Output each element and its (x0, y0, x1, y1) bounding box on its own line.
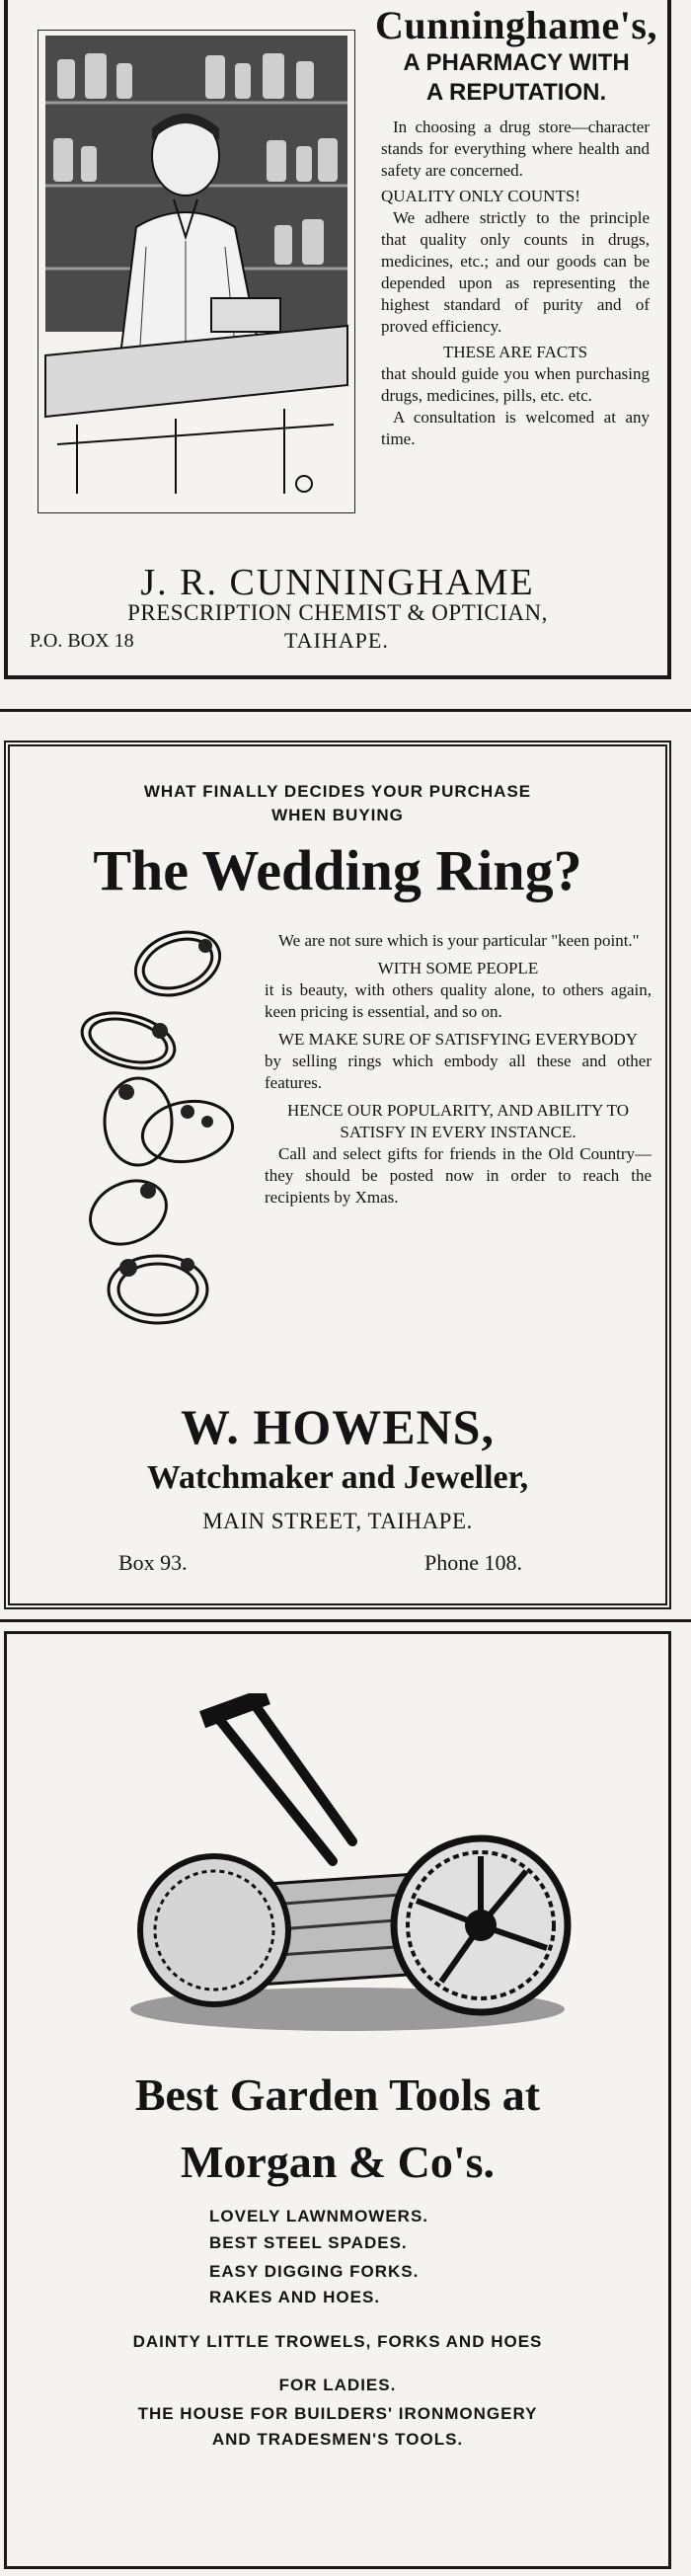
pharmacy-heading-facts: THESE ARE FACTS (442, 343, 588, 361)
jeweller-paragraph-2: it is beauty, with others quality alone, to others again, keen pricing is essential, and so on. (265, 980, 652, 1021)
hardware-headline-2: Morgan & Co's. (180, 2137, 496, 2187)
pharmacist-illustration (38, 30, 355, 513)
jeweller-phone: Phone 108. (424, 1550, 522, 1575)
jeweller-name: W. HOWENS, (181, 1399, 495, 1454)
wedding-ring-title: The Wedding Ring? (93, 838, 582, 902)
jeweller-body-text (265, 930, 652, 1209)
jeweller-role: Watchmaker and Jeweller, (146, 1459, 529, 1496)
pharmacy-po-box: P.O. BOX 18 (30, 630, 134, 652)
pharmacy-body-text (381, 117, 650, 450)
jeweller-heading-satisfying: WE MAKE SURE OF SATISFYING EVERYBODY (277, 1030, 639, 1049)
pharmacy-proprietor-name: J. R. CUNNINGHAME (140, 562, 535, 603)
hardware-item-forks: EASY DIGGING FORKS. (209, 2262, 420, 2281)
hardware-headline-1: Best Garden Tools at (134, 2069, 541, 2120)
pharmacy-tagline-2: A REPUTATION. (425, 79, 607, 106)
hardware-item-lawnmowers: LOVELY LAWNMOWERS. (209, 2207, 429, 2225)
hardware-line-trowels: DAINTY LITTLE TROWELS, FORKS AND HOES (132, 2332, 543, 2351)
jeweller-paragraph-3: by selling rings which embody all these and other features. (265, 1052, 652, 1092)
hardware-line-tradesmen: AND TRADESMEN'S TOOLS. (211, 2430, 464, 2449)
pharmacy-advertisement (4, 0, 671, 679)
pharmacy-paragraph-3: that should guide you when purchasing drugs, medicines, pills, etc. etc. (381, 364, 650, 405)
jeweller-heading-some-people: WITH SOME PEOPLE (377, 959, 539, 977)
column-divider (0, 709, 691, 712)
hardware-line-builders: THE HOUSE FOR BUILDERS' IRONMONGERY (137, 2404, 538, 2423)
column-divider (0, 1619, 691, 1622)
pharmacy-heading-quality: QUALITY ONLY COUNTS! (381, 187, 580, 205)
hardware-advertisement (4, 1631, 671, 2569)
wedding-rings-illustration (69, 924, 237, 1349)
jeweller-address: MAIN STREET, TAIHAPE. (202, 1509, 473, 1533)
pharmacy-tagline-1: A PHARMACY WITH (403, 49, 630, 76)
pharmacy-title: Cunninghame's, (375, 3, 657, 47)
pharmacy-paragraph-2: We adhere strictly to the principle that quality only counts in drugs, medicines, etc.; and our goods can be depended upon as representing the highest standard of purity and of proved efficiency. (381, 208, 650, 336)
jeweller-box: Box 93. (118, 1550, 188, 1575)
hardware-item-spades: BEST STEEL SPADES. (209, 2233, 408, 2252)
jeweller-advertisement (4, 741, 671, 1609)
jeweller-question-line-1: WHAT FINALLY DECIDES YOUR PURCHASE (143, 782, 532, 801)
hardware-item-rakes: RAKES AND HOES. (209, 2288, 381, 2306)
jeweller-heading-popularity: HENCE OUR POPULARITY, AND ABILITY TO SATISFY IN EVERY INSTANCE. (286, 1101, 629, 1141)
jeweller-question-line-2: WHEN BUYING (271, 806, 404, 824)
pharmacy-paragraph-1: In choosing a drug store—character stands for everything where health and safety are concerned. (381, 117, 650, 180)
pharmacy-subtitle: PRESCRIPTION CHEMIST & OPTICIAN, (127, 600, 548, 625)
lawnmower-illustration (106, 1693, 589, 2039)
jeweller-paragraph-1: We are not sure which is your particular "keen point." (278, 931, 640, 950)
pharmacy-town: TAIHAPE. (284, 628, 389, 653)
pharmacy-paragraph-4: A consultation is welcomed at any time. (381, 408, 650, 448)
hardware-line-ladies: FOR LADIES. (278, 2376, 397, 2394)
jeweller-paragraph-5: Call and select gifts for friends in the Old Country—they should be posted now in order to reach the recipients by Xmas. (265, 1144, 652, 1207)
